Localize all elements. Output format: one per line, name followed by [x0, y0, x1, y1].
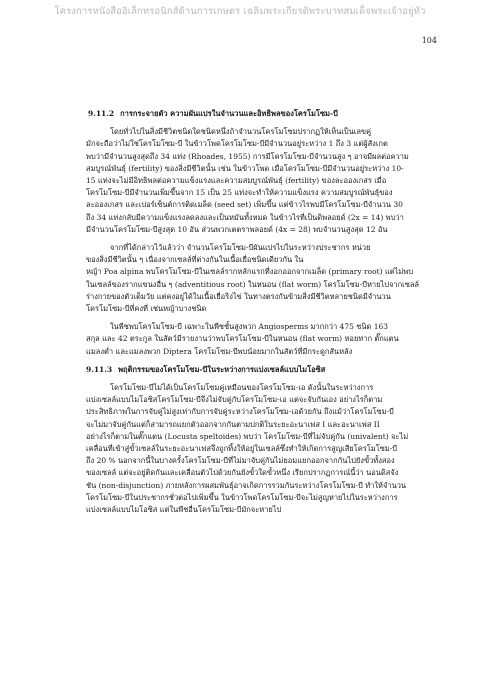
text-line: แบ่งเซลล์แบบไมโอซิส แต่ในพืชอื่นโครโมโซม-บีมักจะหายไป [86, 505, 282, 515]
header-watermark: โครงการหนังสืออิเล็กทรอนิกส์ด้านการเกษตร เฉลิมพระเกียรติพระบาทสมเด็จพระเจ้าอยู่หัว [54, 6, 426, 17]
section-heading-9-11-2 [88, 108, 436, 120]
text-line: ประสิทธิภาพในการจับคู่ไม่สูงเท่ากับการจับคู่ระหว่างโครโมโซม-เอด้วยกัน ถึงแม้ว่าโครโมโซม-บี [86, 407, 394, 417]
text-line: มักจะถือว่าไม่ใช่โครโมโซม-บี ในข้าวโพดโครโมโซม-บีมีจำนวนอยู่ระหว่าง 1 ถึง 3 แต่ผู้สังเกต [86, 139, 388, 149]
text-line: พบว่ามีจำนวนสูงสุดถึง 34 แท่ง (Rhoades, 1955) การมีโครโมโซม-บีจำนวนสูง ๆ อาจมีผลต่อความ [86, 151, 409, 161]
paragraph [86, 242, 436, 315]
text-line: โครโมโซม-บีที่คงที่ เช่นหญ้าบางชนิด [86, 304, 207, 314]
text-line: สกุล และ 42 ตระกูล ในสัตว์มีรายงานว่าพบโครโมโซม-บีในหนอน (flat worm) หอยทาก ตั๊กแตน [86, 334, 399, 344]
text-line: ถึง 20 % นอกจากนี้ในบางครั้งโครโมโซม-บีที่ไม่มาจับคู่กันไม่ยอมแยกออกจากกันไปยังขั้วทั้งสอง [86, 456, 395, 466]
section-number: 9.11.3 [86, 364, 113, 374]
text-line: โครโมโซม-บีไม่ได้เป็นโครโมโซมคู่เหมือนของโครโมโซม-เอ ดังนั้นในระหว่างการ [110, 383, 374, 393]
page-number: 104 [421, 36, 437, 45]
text-line: สมบูรณ์พันธุ์ (fertility) ของสิ่งมีชีวิตนั้น เช่น ในข้าวโพด เมื่อโครโมโซม-บีมีจำนวนอยู่ระหว่าง 10- [86, 163, 404, 173]
section-heading-9-11-3 [86, 364, 436, 376]
text-line: ของสิ่งมีชีวิตนั้น ๆ เนื่องจากเซลล์ที่ต่างกันในเนื้อเยื่อชนิดเดียวกัน ใน [86, 255, 304, 265]
text-line: โครโมโซม-บีมีจำนวนเพิ่มขึ้นจาก 15 เป็น 25 แท่งจะทำให้ความแข็งแรง ความสมบูรณ์พันธุ์ของ [86, 188, 393, 198]
text-line: แมลงต่ำ และแมลงพวก Diptera โครโมโซม-บีพบน้อยมากในสัตว์ที่มีกระดูกสันหลัง [86, 346, 353, 356]
section-title: การกระจายตัว ความผันแปรในจำนวนและอิทธิพลของโครโมโซม-บี [120, 109, 338, 118]
text-line: โครโมโซม-บีในประชากรชั่วต่อไปเพิ่มขึ้น ในข้าวโพดโครโมโซม-บีจะไม่สูญหายไปในระหว่างการ [86, 492, 398, 502]
body-text [86, 108, 436, 522]
section-9-11-3-paragraphs [86, 382, 436, 516]
text-line: ละอองเกสร และเปอร์เซ็นต์การติดเมล็ด (seed set) เพิ่มขึ้น แต่ข้าวไรพบมีโครโมโซม-บีจำนวน 30 [86, 200, 403, 210]
text-line: ถึง 34 แท่งกลับมีความแข็งแรงลดลงและเป็นหมันทั้งหมด ในข้าวไรที่เป็นดิพลอยด์ (2x = 14) พบว่า [86, 212, 404, 222]
paragraph [86, 382, 436, 516]
section-title: พฤติกรรมของโครโมโซม-บีในระหว่างการแบ่งเซลล์แบบไมโอซิส [118, 364, 326, 374]
text-line: เคลื่อนที่เข้าสู่ขั้วเซลล์ในระยะอะนาเฟสจึงถูกทิ้งให้อยู่ในเซลล์ซึ่งทำให้เกิดการสูญเสียโครโมโซม-บี [86, 444, 398, 454]
text-line: ของเซลล์ แต่จะอยู่ติดกันและเคลื่อนตัวไปด้วยกันยังขั้วใดขั้วหนึ่ง เรียกปรากฏการณ์นี้ว่า นอนดิสจัง [86, 468, 399, 478]
paragraph [86, 321, 436, 358]
text-line: แบ่งเซลล์แบบไมโอซิสโครโมโซม-บีจึงไม่จับคู่กับโครโมโซม-เอ แต่จะจับกันเอง อย่างไรก็ตาม [86, 395, 383, 405]
text-line: โดยทั่วไปในสิ่งมีชีวิตชนิดใดชนิดหนึ่งถ้าจำนวนโครโมโซมปรากฏให้เห็นเป็นเลขคู่ [110, 127, 372, 137]
text-line: ร่างกายของตัวเต็มวัย แต่คงอยู่ได้ในเนื้อเยื่อริงไข่ ในทางตรงกันข้ามสิ่งมีชีวิตหลายชนิดมีจำนวน [86, 291, 391, 301]
text-line: หญ้า Poa alpina พบโครโมโซม-บีในเซลล์รากหลักแรกที่งอกออกจากเมล็ด (primary root) แต่ไม่พบ [86, 267, 414, 277]
section-9-11-2-paragraphs [86, 126, 436, 358]
paragraph [86, 126, 436, 236]
text-line: อย่างไรก็ตามในตั๊กแตน (Locusta speltoides) พบว่า โครโมโซม-บีที่ไม่จับคู่กัน (univalent) จะไม่ [86, 431, 409, 441]
text-line: ชัน (non-disjunction) ภายหลังการผสมพันธุ์อาจเกิดการรวมกันระหว่างโครโมโซม-บี ทำให้จำนวน [86, 480, 407, 490]
text-line: ในเซลล์ของรากแขนงอื่น ๆ (adventitious root) ในหนอน (flat worm) โครโมโซม-บีหายไปจากเซลล์ [86, 279, 420, 289]
text-line: มีจำนวนโครโมโซม-บีสูงสุด 10 อัน ส่วนพวกเตตราพลอยด์ (4x = 28) พบจำนวนสูงสุด 12 อัน [86, 224, 388, 234]
text-line: จะไม่มาจับคู่กันแต่ก็สามารถแยกตัวออกจากกันตามปกติในระยะอะนาเฟส I และอะนาเฟส II [86, 419, 380, 429]
text-line: จากที่ได้กล่าวไว้แล้วว่า จำนวนโครโมโซม-บีผันแปรไปในระหว่างประชากร หน่วย [110, 243, 371, 253]
text-line: 15 แท่งจะไม่มีอิทธิพลต่อความแข็งแรงและความสมบูรณ์พันธุ์ (fertility) ของละอองเกสร เมื่อ [86, 176, 387, 186]
section-number: 9.11.2 [88, 109, 115, 118]
text-line: ในพืชพบโครโมโซม-บี เฉพาะในพืชชั้นสูงพวก Angiosperms มากกว่า 475 ชนิด 163 [110, 322, 389, 332]
